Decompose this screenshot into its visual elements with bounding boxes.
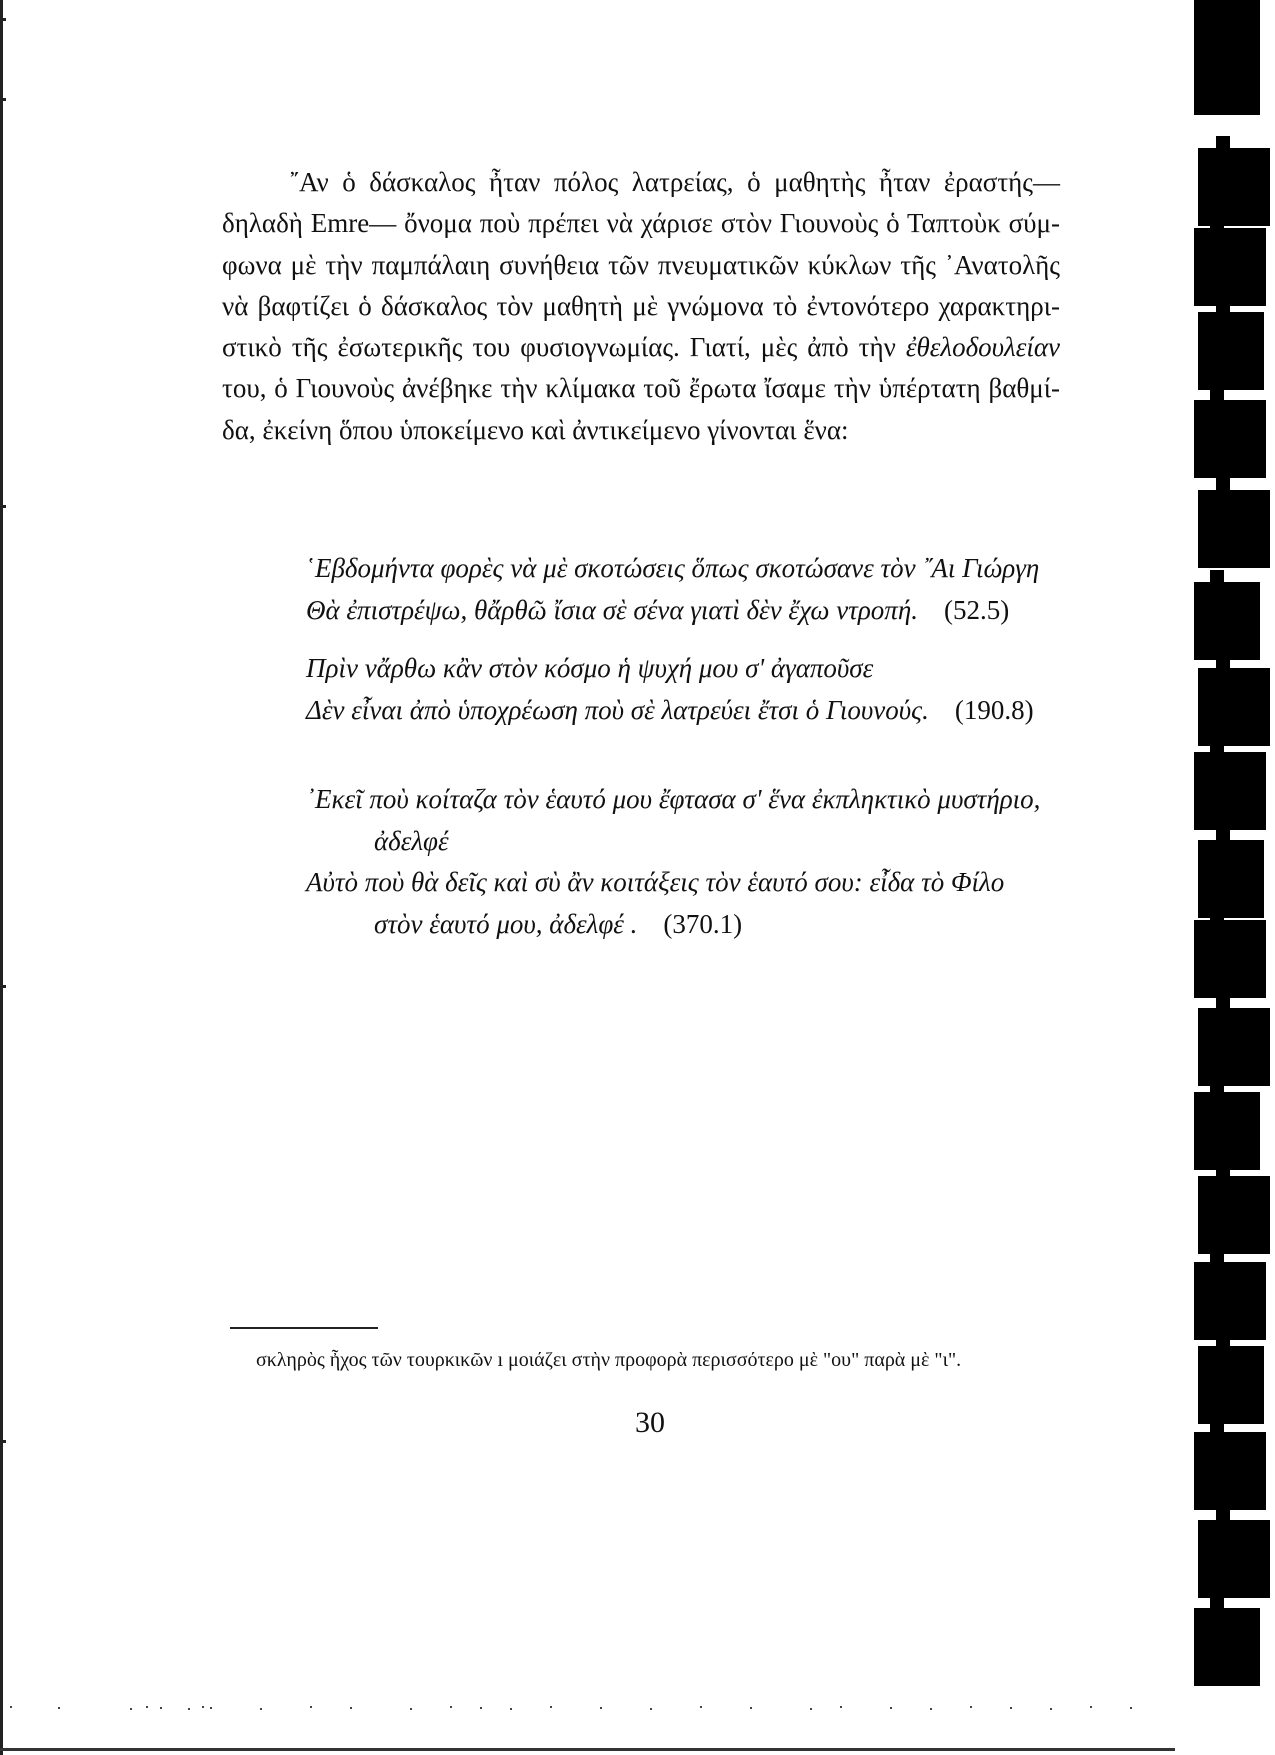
binding-ring-tab xyxy=(1210,570,1224,584)
binding-ring xyxy=(1194,1608,1260,1686)
binding-ring-tab xyxy=(1210,1596,1224,1610)
binding-ring-tab xyxy=(1210,0,1224,2)
binding-ring xyxy=(1198,490,1270,568)
binding-ring xyxy=(1198,1008,1270,1086)
poem-quote-2 xyxy=(306,648,1034,731)
footnote: σκληρὸς ἦχος τῶν τουρκικῶν ı μοιάζει στὴν προφορὰ περισσότερο μὲ "ου" παρὰ μὲ "ι". xyxy=(256,1349,962,1371)
binding-ring-tab xyxy=(1210,388,1224,402)
scan-dot xyxy=(410,1708,412,1710)
binding-ring-tab xyxy=(1216,656,1230,670)
verse-reference: (52.5) xyxy=(943,594,1010,625)
scan-dot xyxy=(510,1708,512,1710)
scan-dot xyxy=(210,1707,212,1709)
binding-ring xyxy=(1194,0,1260,115)
poem-verse-text: στὸν ἑαυτό μου, ἀδελφέ . xyxy=(374,908,638,939)
paragraph-line: νὰ βαφτίζει ὁ δάσκαλος τὸν μαθητὴ μὲ γνώμονα τὸ ἐντονότερο χαρακτηρι- xyxy=(222,290,1060,321)
main-paragraph xyxy=(222,162,1060,451)
paragraph-line: του, ὁ Γιουνοὺς ἀνέβηκε τὴν κλίμακα τοῦ ἔρωτα ἴσαμε τὴν ὑπέρτατη βαθμί- xyxy=(222,373,1060,404)
binding-ring xyxy=(1194,752,1266,830)
binding-ring xyxy=(1194,1432,1266,1510)
binding-ring xyxy=(1198,312,1264,390)
scan-mark xyxy=(3,98,6,101)
scan-dot xyxy=(310,1706,312,1708)
scan-bottom-edge xyxy=(0,1748,1175,1751)
scan-dot xyxy=(350,1707,352,1709)
scan-dot xyxy=(10,1706,12,1708)
verse-reference: (190.8) xyxy=(954,694,1034,725)
scan-dot xyxy=(480,1707,482,1709)
scan-dot xyxy=(130,1708,132,1710)
scan-dot xyxy=(450,1706,452,1708)
scan-dot xyxy=(930,1708,932,1710)
scan-dot xyxy=(202,1706,204,1708)
spiral-binding xyxy=(1186,0,1275,1755)
scan-dot xyxy=(550,1706,552,1708)
scan-left-border xyxy=(0,0,3,1755)
binding-ring-tab xyxy=(1216,300,1230,314)
poem-quote-3 xyxy=(306,779,1040,945)
binding-ring-tab xyxy=(1216,996,1230,1010)
scan-mark xyxy=(3,1440,6,1443)
scan-dot xyxy=(1010,1707,1012,1709)
poem-quote-1 xyxy=(306,548,1039,631)
binding-ring xyxy=(1194,400,1266,478)
binding-ring-tab xyxy=(1216,828,1230,842)
paragraph-line: δηλαδὴ Emre— ὄνομα ποὺ πρέπει νὰ χάρισε στὸν Γιουνοὺς ὁ Ταπτοὺκ σύμ- xyxy=(222,208,1060,239)
binding-ring xyxy=(1194,920,1266,998)
page-number: 30 xyxy=(635,1406,665,1439)
binding-ring-tab xyxy=(1216,136,1230,150)
binding-ring xyxy=(1198,1346,1264,1424)
binding-ring-tab xyxy=(1210,1080,1224,1094)
binding-ring-tab xyxy=(1210,1420,1224,1434)
binding-ring-tab xyxy=(1216,1164,1230,1178)
scan-dot xyxy=(1050,1708,1052,1710)
verse-reference: (370.1) xyxy=(663,908,743,939)
scan-dot xyxy=(600,1707,602,1709)
scan-mark xyxy=(3,505,6,508)
scan-dot xyxy=(650,1708,652,1710)
scan-dot xyxy=(1130,1707,1132,1709)
scan-dot xyxy=(840,1706,842,1708)
scan-dot xyxy=(58,1707,60,1709)
scan-dot xyxy=(890,1707,892,1709)
scan-dot xyxy=(750,1707,752,1709)
scan-dot xyxy=(146,1706,148,1708)
scan-dot xyxy=(160,1707,162,1709)
scan-dot xyxy=(810,1708,812,1710)
poem-verse: ἀδελφέ xyxy=(374,825,449,856)
footnote-separator xyxy=(230,1327,378,1329)
binding-ring-tab xyxy=(1210,740,1224,754)
binding-ring-tab xyxy=(1216,1334,1230,1348)
scan-dot xyxy=(260,1708,262,1710)
binding-ring xyxy=(1198,148,1270,226)
poem-verse-text: Δὲν εἶναι ἀπὸ ὑποχρέωση ποὺ σὲ λατρεύει ἔτσι ὁ Γιουνούς. xyxy=(306,694,929,725)
scan-dot xyxy=(700,1706,702,1708)
paragraph-line: ῎Αν ὁ δάσκαλος ἦταν πόλος λατρείας, ὁ μαθητὴς ἦταν ἐραστής— xyxy=(290,167,1060,197)
binding-ring xyxy=(1198,1176,1270,1254)
scan-dot xyxy=(970,1706,972,1708)
scan-mark xyxy=(3,18,6,21)
binding-ring-tab xyxy=(1210,1250,1224,1264)
scan-mark xyxy=(3,985,6,988)
binding-ring xyxy=(1198,668,1270,746)
poem-verse xyxy=(306,904,1040,946)
italic-term: ἐθελοδουλείαν xyxy=(905,332,1060,363)
binding-ring-tab xyxy=(1216,1508,1230,1522)
poem-verse xyxy=(306,590,1039,632)
binding-ring xyxy=(1194,1262,1266,1340)
paragraph-line xyxy=(222,327,1060,368)
binding-ring-tab xyxy=(1210,216,1224,230)
binding-ring xyxy=(1194,582,1260,660)
binding-ring xyxy=(1198,1520,1270,1598)
scan-dot-noise xyxy=(10,1706,1150,1716)
poem-verse: ᾿Εκεῖ ποὺ κοίταζα τὸν ἑαυτό μου ἔφτασα σ' ἕνα ἐκπληκτικὸ μυστήριο, xyxy=(306,784,1041,814)
poem-verse: ῾Εβδομήντα φορὲς νὰ μὲ σκοτώσεις ὅπως σκοτώσανε τὸν ῎Αι Γιώργη xyxy=(306,553,1040,583)
poem-verse: Αὐτὸ ποὺ θὰ δεῖς καὶ σὺ ἂν κοιτάξεις τὸν ἑαυτό σου: εἶδα τὸ Φίλο xyxy=(306,867,1005,897)
binding-ring xyxy=(1198,840,1264,918)
paragraph-line: δα, ἐκείνη ὅπου ὑποκείμενο καὶ ἀντικείμενο γίνονται ἕνα: xyxy=(222,414,849,445)
binding-ring xyxy=(1194,228,1266,306)
binding-ring-tab xyxy=(1216,478,1230,492)
paragraph-line: φωνα μὲ τὴν παμπάλαιη συνήθεια τῶν πνευματικῶν κύκλων τῆς ᾿Ανατολῆς xyxy=(222,249,1060,280)
poem-verse: Πρὶν νἄρθω κἂν στὸν κόσμο ἡ ψυχή μου σ' ἀγαποῦσε xyxy=(306,653,874,683)
poem-verse-text: Θὰ ἐπιστρέψω, θἄρθῶ ἴσια σὲ σένα γιατὶ δὲν ἔχω ντροπή. xyxy=(306,594,918,625)
poem-verse xyxy=(306,690,1034,732)
binding-ring xyxy=(1194,1092,1260,1170)
scan-dot xyxy=(188,1708,190,1710)
paragraph-line-text: στικὸ τῆς ἐσωτερικῆς του φυσιογνωμίας. Γιατί, μὲς ἀπὸ τὴν xyxy=(222,332,906,363)
binding-ring-tab xyxy=(1210,908,1224,922)
scan-dot xyxy=(1090,1706,1092,1708)
